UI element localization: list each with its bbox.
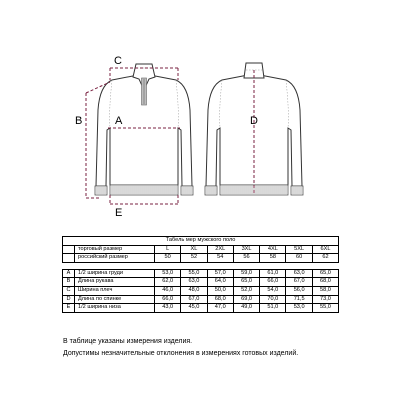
row-value: 65,0 <box>312 269 338 278</box>
label-b: B <box>75 115 83 127</box>
trade-size: L <box>155 245 181 254</box>
row-value: 66,0 <box>155 295 181 304</box>
row-value: 70,0 <box>260 295 286 304</box>
row-value: 45,0 <box>181 304 207 313</box>
row-value: 54,0 <box>260 286 286 295</box>
measure-row-d <box>63 295 339 304</box>
trade-size: 3XL <box>233 245 259 254</box>
row-value: 51,0 <box>260 304 286 313</box>
row-name: 1/2 ширина низа <box>75 304 155 313</box>
row-value: 55,0 <box>181 269 207 278</box>
row-value: 65,0 <box>233 278 259 287</box>
empty-cell <box>63 254 75 263</box>
russian-size: 54 <box>207 254 233 263</box>
trade-size: 6XL <box>312 245 338 254</box>
note-tolerance: Допустимы незначительные отклонения в измерениях готовых изделий. <box>63 350 299 357</box>
row-value: 58,0 <box>312 286 338 295</box>
row-name: Длина по спинке <box>75 295 155 304</box>
trade-size-label: торговый размер <box>75 245 155 254</box>
row-name: 1/2 ширина груди <box>75 269 155 278</box>
row-value: 69,0 <box>233 295 259 304</box>
row-value: 47,0 <box>207 304 233 313</box>
measure-row-e <box>63 304 339 313</box>
row-value: 56,0 <box>286 286 312 295</box>
row-value: 71,5 <box>286 295 312 304</box>
row-letter: E <box>63 304 75 313</box>
row-value: 55,0 <box>312 304 338 313</box>
row-letter: B <box>63 278 75 287</box>
trade-size: XL <box>181 245 207 254</box>
row-value: 59,0 <box>233 269 259 278</box>
trade-size: 4XL <box>260 245 286 254</box>
label-a: A <box>115 115 123 127</box>
russian-size: 62 <box>312 254 338 263</box>
table-title-row <box>63 237 339 246</box>
russian-size: 56 <box>233 254 259 263</box>
trade-size: 5XL <box>286 245 312 254</box>
row-value: 57,0 <box>207 269 233 278</box>
row-value: 73,0 <box>312 295 338 304</box>
row-value: 49,0 <box>233 304 259 313</box>
row-value: 63,0 <box>286 269 312 278</box>
trade-size: 2XL <box>207 245 233 254</box>
label-e: E <box>115 207 123 219</box>
label-c: C <box>114 55 122 67</box>
row-letter: D <box>63 295 75 304</box>
russian-size: 60 <box>286 254 312 263</box>
row-name: Длина рукава <box>75 278 155 287</box>
note-measurements: В таблице указаны измерения изделия. <box>63 338 193 345</box>
russian-size: 58 <box>260 254 286 263</box>
trade-size-row <box>63 245 339 254</box>
row-value: 68,0 <box>207 295 233 304</box>
russian-size: 50 <box>155 254 181 263</box>
russian-size-label: российский размер <box>75 254 155 263</box>
row-value: 61,0 <box>260 269 286 278</box>
measure-row-b <box>63 278 339 287</box>
row-value: 63,0 <box>181 278 207 287</box>
row-value: 67,0 <box>181 295 207 304</box>
empty-cell <box>63 245 75 254</box>
row-value: 67,0 <box>286 278 312 287</box>
row-value: 46,0 <box>155 286 181 295</box>
size-table <box>62 236 339 313</box>
row-value: 66,0 <box>260 278 286 287</box>
russian-size: 52 <box>181 254 207 263</box>
russian-size-row <box>63 254 339 263</box>
row-value: 50,0 <box>207 286 233 295</box>
row-letter: C <box>63 286 75 295</box>
measure-row-a <box>63 269 339 278</box>
row-name: Ширина плеч <box>75 286 155 295</box>
table-spacer <box>63 262 339 269</box>
table-title: Табель мер мужского поло <box>63 237 339 246</box>
row-value: 53,0 <box>155 269 181 278</box>
row-value: 43,0 <box>155 304 181 313</box>
measure-row-c <box>63 286 339 295</box>
row-value: 53,0 <box>286 304 312 313</box>
row-value: 68,0 <box>312 278 338 287</box>
row-value: 62,0 <box>155 278 181 287</box>
row-value: 64,0 <box>207 278 233 287</box>
row-value: 52,0 <box>233 286 259 295</box>
front-view <box>95 64 193 195</box>
row-letter: A <box>63 269 75 278</box>
label-d: D <box>250 115 258 127</box>
row-value: 48,0 <box>181 286 207 295</box>
